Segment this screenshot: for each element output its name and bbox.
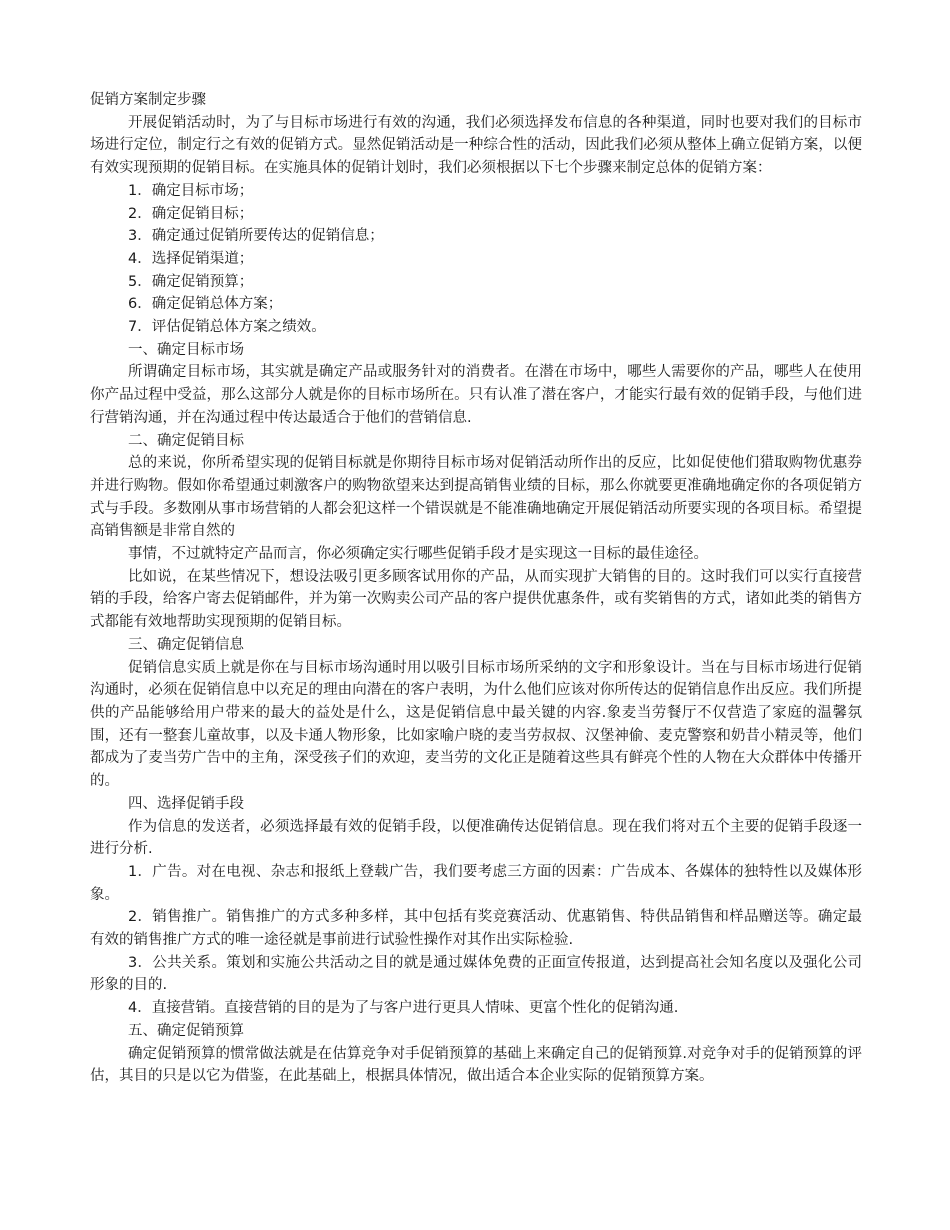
step-item: 2．确定促销目标；	[128, 205, 254, 222]
section-heading: 一、确定目标市场	[128, 341, 244, 358]
step-item: 4．选择促销渠道；	[128, 250, 254, 267]
paragraph: 所谓确定目标市场，其实就是确定产品或服务针对的消费者。在潜在市场中，哪些人需要你的产品，哪些人在使用你产品过程中受益，那么这部分人就是你的目标市场所在。只有认准了潜在客户，才能实行最有效的促销手段，与他们进行营销沟通，并在沟通过程中传达最适合于他们的营销信息.	[90, 364, 862, 426]
paragraph: 比如说，在某些情况下，想设法吸引更多顾客试用你的产品，从而实现扩大销售的目的。这时我们可以实行直接营销的手段，给客户寄去促销邮件，并为第一次购卖公司产品的客户提供优惠条件，或有奖销售的方式，诸如此类的销售方式都能有效地帮助实现预期的促销目标。	[90, 568, 862, 631]
section-heading: 二、确定促销目标	[128, 432, 244, 449]
section-heading: 五、确定促销预算	[128, 1022, 244, 1039]
section-heading: 四、选择促销手段	[128, 795, 244, 812]
promo-method-item: 3．公共关系。策划和实施公共活动之目的就是通过媒体免费的正面宣传报道，达到提高社会知名度以及强化公司形象的目的.	[90, 954, 862, 994]
promo-method-item: 1．广告。对在电视、杂志和报纸上登载广告，我们要考虑三方面的因素：广告成本、各媒体的独特性以及媒体形象。	[90, 863, 862, 903]
section-heading: 三、确定促销信息	[128, 636, 244, 653]
step-item: 3．确定通过促销所要传达的促销信息；	[128, 228, 384, 245]
step-item: 1．确定目标市场；	[128, 182, 254, 199]
document-title: 促销方案制定步骤	[90, 92, 206, 108]
paragraph: 作为信息的发送者，必须选择最有效的促销手段，以便准确传达促销信息。现在我们将对五个主要的促销手段逐一进行分析.	[90, 818, 862, 858]
paragraph: 总的来说，你所希望实现的促销目标就是你期待目标市场对促销活动所作出的反应，比如促使他们猎取购物优惠券并进行购物。假如你希望通过刺激客户的购物欲望来达到提高销售业绩的目标，那么你就要更准确地确定你的各项促销方式与手段。多数刚从事市场营销的人都会犯这样一个错误就是不能准确地确定开展促销活动所要实现的各项目标。希望提高销售额是非常自然的	[90, 455, 862, 540]
intro-paragraph: 开展促销活动时，为了与目标市场进行有效的沟通，我们必须选择发布信息的各种渠道，同时也要对我们的目标市场进行定位，制定行之有效的促销方式。显然促销活动是一种综合性的活动，因此我们必须从整体上确立促销方案，以便有效实现预期的促销目标。在实施具体的促销计划时，我们必须根据以下七个步骤来制定总体的促销方案：	[90, 114, 862, 177]
steps-list	[90, 180, 862, 339]
promo-method-item: 2．销售推广。销售推广的方式多种多样，其中包括有奖竞赛活动、优惠销售、特供品销售和样品赠送等。确定最有效的销售推广方式的唯一途径就是事前进行试验性操作对其作出实际检验.	[90, 909, 862, 949]
paragraph: 确定促销预算的惯常做法就是在估算竞争对手促销预算的基础上来确定自己的促销预算.对竞争对手的促销预算的评估，其目的只是以它为借鉴，在此基础上，根据具体情况，做出适合本企业实际的促销预算方案。	[90, 1045, 862, 1085]
step-item: 5．确定促销预算；	[128, 273, 254, 290]
paragraph: 事情，不过就特定产品而言，你必须确定实行哪些促销手段才是实现这一目标的最佳途径。	[128, 546, 708, 563]
step-item: 7．评估促销总体方案之绩效。	[128, 319, 326, 336]
promo-method-item: 4．直接营销。直接营销的目的是为了与客户进行更具人情味、更富个性化的促销沟通.	[128, 1000, 679, 1017]
document-body	[90, 89, 862, 1088]
step-item: 6．确定促销总体方案；	[128, 296, 283, 313]
paragraph: 促销信息实质上就是你在与目标市场沟通时用以吸引目标市场所采纳的文字和形象设计。当在与目标市场进行促销沟通时，必须在促销信息中以充足的理由向潜在的客户表明，为什么他们应该对你所传达的促销信息作出反应。我们所提供的产品能够给用户带来的最大的益处是什么，这是促销信息中最关键的内容.象麦当劳餐厅不仅营造了家庭的温馨氛围，还有一整套儿童故事，以及卡通人物形象，比如家喻户晓的麦当劳叔叔、汉堡神偷、麦克警察和奶昔小精灵等，他们都成为了麦当劳广告中的主角，深受孩子们的欢迎，麦当劳的文化正是随着这些具有鲜亮个性的人物在大众群体中传播开的。	[90, 659, 862, 790]
